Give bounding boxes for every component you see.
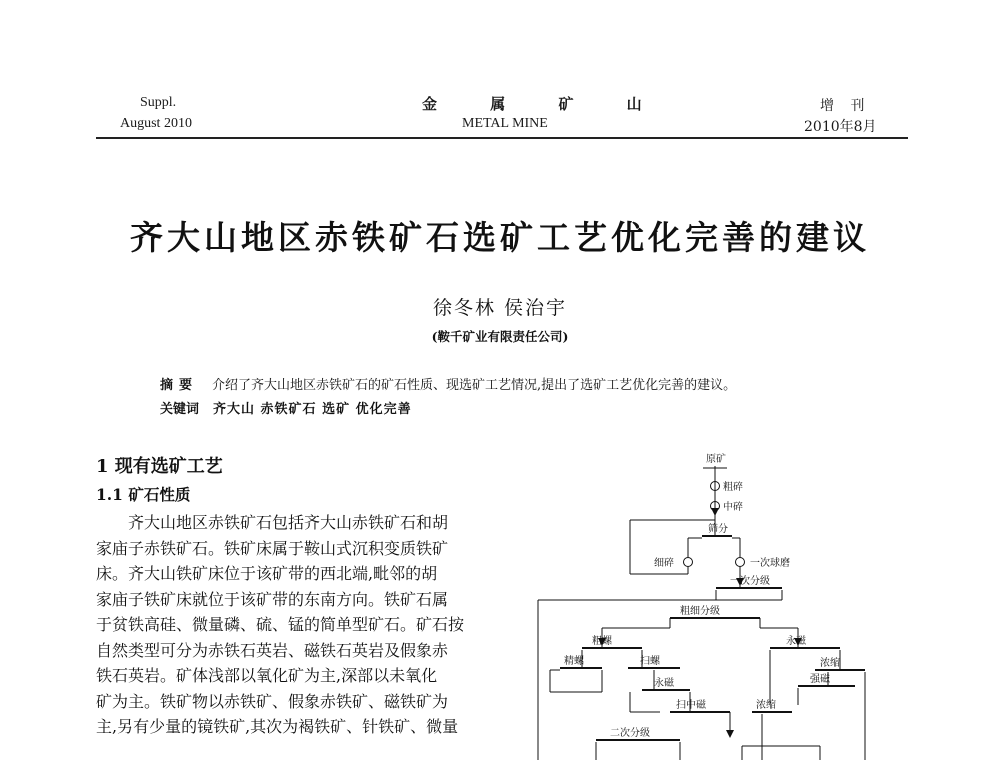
label-thickening-2: 浓缩 xyxy=(756,700,776,711)
body-line: 齐大山地区赤铁矿石包括齐大山赤铁矿石和胡 xyxy=(128,513,449,532)
header-date: August 2010 xyxy=(120,116,192,131)
keywords xyxy=(160,398,412,417)
label-fine-crush: 细碎 xyxy=(654,558,674,569)
abstract-label: 摘要 xyxy=(160,378,199,393)
label-permanent-magnet-1: 永磁 xyxy=(786,636,806,647)
label-cleaner-spiral: 精螺 xyxy=(564,656,584,667)
header-supplement-cn: 增 刊 xyxy=(820,98,871,114)
header-suppl: Suppl. xyxy=(140,95,177,110)
label-screening: 筛分 xyxy=(708,524,728,535)
body-text xyxy=(96,510,496,740)
abstract xyxy=(160,374,736,393)
body-line: 于贫铁高硅、微量磷、硫、锰的简单型矿石。矿石按 xyxy=(96,615,465,634)
label-medium-crush: 中碎 xyxy=(723,502,743,513)
body-line: 矿为主。铁矿物以赤铁矿、假象赤铁矿、磁铁矿为 xyxy=(96,691,449,711)
body-line: 家庙子铁矿床就位于该矿带的东南方向。铁矿石属 xyxy=(96,589,449,609)
label-scavenger-medium-magnetic: 扫中磁 xyxy=(676,700,706,711)
body-line: 铁石英岩。矿体浅部以氧化矿为主,深部以未氧化 xyxy=(96,666,438,685)
process-flowchart xyxy=(530,450,890,760)
journal-name-cn: 金 属 矿 山 xyxy=(422,95,666,113)
header-rule xyxy=(96,137,908,139)
crusher-symbol xyxy=(684,558,693,567)
keywords-label: 关键词 xyxy=(160,402,200,417)
section-heading: 1 现有选矿工艺 xyxy=(96,456,223,477)
label-coarse-fine-classification: 粗细分级 xyxy=(680,606,720,617)
mill-symbol xyxy=(736,558,745,567)
label-primary-ball-mill: 一次球磨 xyxy=(750,558,790,569)
label-secondary-classification: 二次分级 xyxy=(610,728,650,739)
authors: 徐冬林 侯治宇 xyxy=(432,297,568,319)
label-permanent-magnet-2: 永磁 xyxy=(654,678,674,689)
subsection-heading: 1.1 矿石性质 xyxy=(96,485,191,504)
label-strong-magnetic: 强磁 xyxy=(810,674,830,685)
body-line: 自然类型可分为赤铁石英岩、磁铁石英岩及假象赤 xyxy=(96,640,449,660)
label-thickening-1: 浓缩 xyxy=(820,658,840,669)
abstract-text: 介绍了齐大山地区赤铁矿石的矿石性质、现选矿工艺情况,提出了选矿工艺优化完善的建议。 xyxy=(212,378,737,393)
header-date-cn: 2010年8月 xyxy=(804,119,877,135)
label-scavenger-spiral: 扫螺 xyxy=(640,656,660,667)
body-line: 主,另有少量的镜铁矿,其次为褐铁矿、针铁矿、微量 xyxy=(96,717,459,736)
journal-name-en: METAL MINE xyxy=(462,116,548,131)
label-primary-classification: 一次分级 xyxy=(730,576,770,587)
label-raw-ore: 原矿 xyxy=(706,454,726,465)
arrow-head xyxy=(726,730,734,738)
label-rougher-spiral: 粗螺 xyxy=(592,636,612,647)
affiliation: (鞍千矿业有限责任公司) xyxy=(431,329,569,344)
label-coarse-crush: 粗碎 xyxy=(723,482,743,493)
keywords-text: 齐大山 赤铁矿石 选矿 优化完善 xyxy=(213,402,412,417)
arrow-head xyxy=(711,508,719,516)
article-title: 齐大山地区赤铁矿石选矿工艺优化完善的建议 xyxy=(130,218,870,257)
body-line: 家庙子赤铁矿石。铁矿床属于鞍山式沉积变质铁矿 xyxy=(96,538,449,558)
body-line: 床。齐大山铁矿床位于该矿带的西北端,毗邻的胡 xyxy=(96,564,438,583)
